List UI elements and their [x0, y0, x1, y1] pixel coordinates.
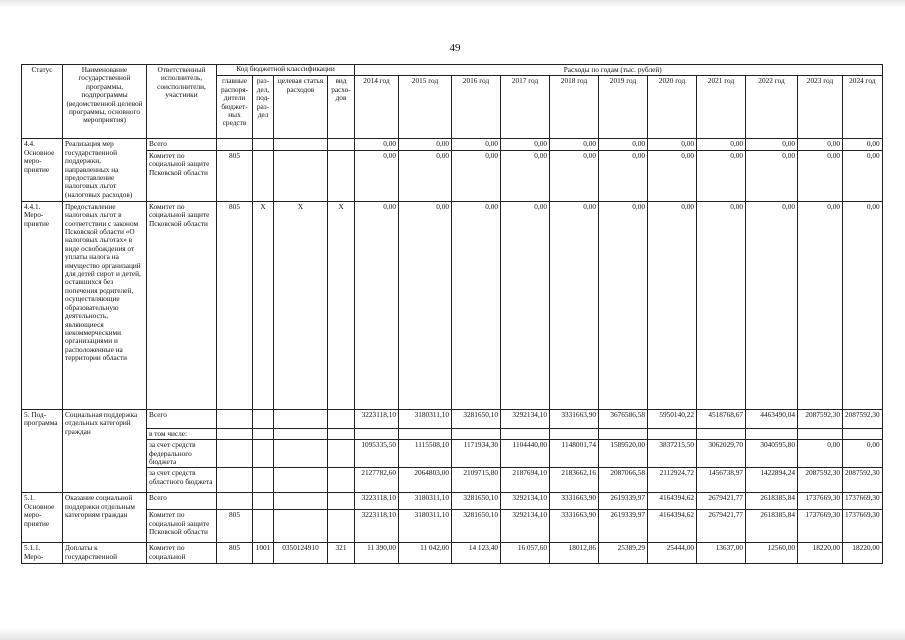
row-year-value: 2679421,77 — [697, 493, 746, 510]
header-code-col: главные распоря-дители бюджет-ных средств — [217, 76, 253, 139]
row-year-value: 1737669,30 — [843, 510, 883, 543]
row-razdel — [253, 510, 274, 543]
row-vr — [328, 510, 355, 543]
row-year-value: 4164394,62 — [648, 493, 697, 510]
row-year-value: 3281650,10 — [452, 409, 501, 428]
row-grbs — [217, 493, 253, 510]
row-year-value: 0,00 — [798, 440, 843, 468]
row-year-value: 2619339,97 — [599, 510, 648, 543]
row-cst: 0350124910 — [274, 543, 328, 564]
header-code-col: вид расхо-дов — [328, 76, 355, 139]
row-grbs — [217, 428, 253, 439]
row-razdel: 1001 — [253, 543, 274, 564]
row-name: Доплаты к государственной — [63, 543, 147, 564]
row-year-value: 0,00 — [452, 139, 501, 150]
row-year-value: 0,00 — [746, 139, 798, 150]
row-name: Предоставление налоговых льгот в соответствии с законом Псковской области «О налоговых льготах» в виде освобождения от уплаты налога на имущество организаций для детей сирот и детей, оставшихся без попечения родителей, осуществляющие образовательную деятельность, являющиеся некоммерческими организациями и расположенные на территории области — [63, 201, 147, 409]
row-year-value: 1104440,00 — [501, 440, 550, 468]
row-cst — [274, 440, 328, 468]
row-razdel — [253, 428, 274, 439]
row-executor: в том числе: — [147, 428, 217, 439]
row-year-value: 0,00 — [746, 201, 798, 409]
row-grbs: 805 — [217, 510, 253, 543]
row-year-value: 25389,29 — [599, 543, 648, 564]
row-razdel — [253, 440, 274, 468]
row-vr — [328, 493, 355, 510]
row-year-value: 3062029,70 — [697, 440, 746, 468]
row-year-value: 2619339,97 — [599, 493, 648, 510]
row-year-value: 1171934,30 — [452, 440, 501, 468]
row-year-value: 0,00 — [399, 139, 452, 150]
row-year-value: 2087066,58 — [599, 468, 648, 493]
row-year-value — [798, 428, 843, 439]
row-status: 5.1.1. Меро- — [22, 543, 63, 564]
row-cst — [274, 139, 328, 150]
row-year-value: 0,00 — [355, 201, 399, 409]
header-code-col: раз-дел, под-раз-дел — [253, 76, 274, 139]
header-year: 2017 год — [501, 76, 550, 139]
row-year-value: 2112924,72 — [648, 468, 697, 493]
header-year: 2019 год — [599, 76, 648, 139]
row-year-value: 0,00 — [648, 139, 697, 150]
row-year-value: 2679421,77 — [697, 510, 746, 543]
row-year-value: 1737669,30 — [798, 510, 843, 543]
row-grbs — [217, 139, 253, 150]
scan-edge-top — [0, 0, 905, 8]
row-year-value: 3331663,90 — [550, 510, 599, 543]
row-year-value: 4518768,67 — [697, 409, 746, 428]
row-executor: за счет средств федерального бюджета — [147, 440, 217, 468]
row-status: 5.1. Основное меро-приятие — [22, 493, 63, 543]
row-year-value: 0,00 — [501, 139, 550, 150]
header-year: 2021 год — [697, 76, 746, 139]
header-year: 2016 год — [452, 76, 501, 139]
header-year: 2020 год — [648, 76, 697, 139]
header-year: 2015 год — [399, 76, 452, 139]
row-year-value: 1422894,24 — [746, 468, 798, 493]
header-name: Наименование государственной программы, подпрограммы (ведомственной целевой программы, основного мероприятия) — [63, 65, 147, 139]
row-year-value: 3040595,80 — [746, 440, 798, 468]
row-year-value: 25444,00 — [648, 543, 697, 564]
row-year-value — [399, 428, 452, 439]
row-grbs — [217, 440, 253, 468]
row-year-value: 2187694,10 — [501, 468, 550, 493]
row-year-value: 0,00 — [355, 150, 399, 201]
row-executor: Комитет по социальной защите Псковской области — [147, 510, 217, 543]
row-year-value: 1737669,30 — [798, 493, 843, 510]
row-vr — [328, 468, 355, 493]
row-name: Оказание социальной поддержки отдельным категориям граждан — [63, 493, 147, 543]
row-cst — [274, 150, 328, 201]
row-year-value: 0,00 — [843, 139, 883, 150]
row-razdel — [253, 150, 274, 201]
row-year-value: 0,00 — [599, 201, 648, 409]
header-row-1 — [22, 65, 883, 76]
row-year-value: 2127782,60 — [355, 468, 399, 493]
row-year-value — [501, 428, 550, 439]
row-status: 4.4.1. Меро-приятие — [22, 201, 63, 409]
row-year-value — [599, 428, 648, 439]
row-cst — [274, 409, 328, 428]
row-year-value: 0,00 — [798, 139, 843, 150]
row-year-value: 0,00 — [648, 150, 697, 201]
row-year-value: 2087592,30 — [798, 468, 843, 493]
row-year-value: 1095335,50 — [355, 440, 399, 468]
row-vr: Х — [328, 201, 355, 409]
row-razdel — [253, 409, 274, 428]
row-executor: за счет средств областного бюджета — [147, 468, 217, 493]
row-year-value: 3180311,10 — [399, 493, 452, 510]
row-year-value: 1737669,30 — [843, 493, 883, 510]
row-year-value: 2064803,00 — [399, 468, 452, 493]
row-name: Социальная поддержка отдельных категорий граждан — [63, 409, 147, 493]
row-razdel: Х — [253, 201, 274, 409]
table-row — [22, 201, 883, 409]
row-executor: Всего — [147, 493, 217, 510]
row-year-value: 0,00 — [452, 201, 501, 409]
row-year-value — [746, 428, 798, 439]
row-cst — [274, 493, 328, 510]
row-year-value: 0,00 — [501, 150, 550, 201]
row-year-value: 0,00 — [599, 150, 648, 201]
row-year-value: 1115508,10 — [399, 440, 452, 468]
row-year-value: 18220,00 — [798, 543, 843, 564]
row-year-value: 4164394,62 — [648, 510, 697, 543]
row-year-value — [648, 428, 697, 439]
row-year-value: 3223118,10 — [355, 409, 399, 428]
table-row — [22, 468, 883, 493]
row-year-value: 0,00 — [550, 201, 599, 409]
row-executor: Всего — [147, 409, 217, 428]
row-year-value — [550, 428, 599, 439]
row-year-value: 0,00 — [648, 201, 697, 409]
row-year-value: 2087592,30 — [798, 409, 843, 428]
table-row — [22, 409, 883, 428]
row-vr — [328, 428, 355, 439]
row-year-value: 0,00 — [452, 150, 501, 201]
row-vr — [328, 440, 355, 468]
table-row — [22, 139, 883, 150]
row-year-value: 0,00 — [697, 201, 746, 409]
table-row — [22, 493, 883, 510]
row-year-value: 0,00 — [550, 139, 599, 150]
row-year-value — [843, 428, 883, 439]
scan-edge-bottom — [0, 628, 905, 640]
row-razdel — [253, 468, 274, 493]
row-year-value: 18220,00 — [843, 543, 883, 564]
row-vr — [328, 409, 355, 428]
row-year-value: 16 057,60 — [501, 543, 550, 564]
row-year-value: 3331663,90 — [550, 493, 599, 510]
table-row — [22, 428, 883, 439]
row-vr: 321 — [328, 543, 355, 564]
row-razdel — [253, 139, 274, 150]
row-cst — [274, 428, 328, 439]
row-year-value: 1456738,97 — [697, 468, 746, 493]
row-year-value: 0,00 — [843, 201, 883, 409]
row-grbs: 805 — [217, 150, 253, 201]
table-row — [22, 150, 883, 201]
header-year: 2014 год — [355, 76, 399, 139]
row-grbs — [217, 409, 253, 428]
row-year-value: 11 390,00 — [355, 543, 399, 564]
table-row — [22, 440, 883, 468]
row-year-value: 5950140,22 — [648, 409, 697, 428]
row-year-value: 0,00 — [550, 150, 599, 201]
row-year-value: 0,00 — [843, 440, 883, 468]
row-executor: Комитет по социальной — [147, 543, 217, 564]
row-year-value: 13637,00 — [697, 543, 746, 564]
row-year-value: 1148001,74 — [550, 440, 599, 468]
row-year-value: 1589520,00 — [599, 440, 648, 468]
row-year-value: 2087592,30 — [843, 409, 883, 428]
row-year-value: 3180311,10 — [399, 409, 452, 428]
row-cst — [274, 468, 328, 493]
header-executor: Ответственный исполнитель, соисполнители, участники — [147, 65, 217, 139]
table-row — [22, 543, 883, 564]
row-grbs — [217, 468, 253, 493]
header-status: Статус — [22, 65, 63, 139]
header-code-group: Код бюджетной классификации — [217, 65, 355, 76]
row-year-value: 0,00 — [399, 201, 452, 409]
row-year-value: 3676586,58 — [599, 409, 648, 428]
row-year-value: 3837215,50 — [648, 440, 697, 468]
row-razdel — [253, 493, 274, 510]
row-year-value: 12560,00 — [746, 543, 798, 564]
row-year-value: 0,00 — [501, 201, 550, 409]
row-year-value: 3331663,90 — [550, 409, 599, 428]
row-year-value: 0,00 — [697, 150, 746, 201]
header-year: 2018 год — [550, 76, 599, 139]
row-year-value: 2618385,84 — [746, 493, 798, 510]
row-status: 5. Под-программа — [22, 409, 63, 493]
row-year-value: 3281650,10 — [452, 510, 501, 543]
row-year-value: 2087592,30 — [843, 468, 883, 493]
row-year-value: 14 123,40 — [452, 543, 501, 564]
budget-table — [21, 64, 883, 564]
row-executor: Комитет по социальной защите Псковской области — [147, 150, 217, 201]
row-cst — [274, 510, 328, 543]
row-executor: Комитет по социальной защите Псковской области — [147, 201, 217, 409]
row-year-value: 0,00 — [697, 139, 746, 150]
row-year-value: 3281650,10 — [452, 493, 501, 510]
header-year: 2023 год — [798, 76, 843, 139]
row-year-value: 3292134,10 — [501, 510, 550, 543]
header-code-col: целевая статья расходов — [274, 76, 328, 139]
row-year-value: 2618385,84 — [746, 510, 798, 543]
row-name: Реализация мер государственной поддержки, направленных на предоставление налоговых льгот (налоговых расходов) — [63, 139, 147, 201]
row-year-value: 0,00 — [843, 150, 883, 201]
row-year-value: 4463490,04 — [746, 409, 798, 428]
row-year-value — [697, 428, 746, 439]
header-year: 2022 год — [746, 76, 798, 139]
header-expenses-group: Расходы по годам (тыс. рублей) — [355, 65, 883, 76]
row-year-value: 3223118,10 — [355, 493, 399, 510]
row-year-value: 3292134,10 — [501, 409, 550, 428]
row-year-value: 0,00 — [746, 150, 798, 201]
row-executor: Всего — [147, 139, 217, 150]
row-cst: Х — [274, 201, 328, 409]
row-vr — [328, 139, 355, 150]
row-status: 4.4. Основное меро-приятие — [22, 139, 63, 201]
table-row — [22, 510, 883, 543]
row-year-value — [355, 428, 399, 439]
row-vr — [328, 150, 355, 201]
row-year-value: 0,00 — [399, 150, 452, 201]
row-grbs: 805 — [217, 201, 253, 409]
row-grbs: 805 — [217, 543, 253, 564]
row-year-value: 3223118,10 — [355, 510, 399, 543]
row-year-value: 0,00 — [798, 150, 843, 201]
row-year-value: 0,00 — [599, 139, 648, 150]
row-year-value: 18012,86 — [550, 543, 599, 564]
row-year-value: 2183662,16 — [550, 468, 599, 493]
row-year-value: 0,00 — [798, 201, 843, 409]
row-year-value: 0,00 — [355, 139, 399, 150]
row-year-value — [452, 428, 501, 439]
header-year: 2024 год — [843, 76, 883, 139]
row-year-value: 2109715,80 — [452, 468, 501, 493]
row-year-value: 3292134,10 — [501, 493, 550, 510]
page-number: 49 — [449, 42, 461, 54]
row-year-value: 11 042,00 — [399, 543, 452, 564]
row-year-value: 3180311,10 — [399, 510, 452, 543]
